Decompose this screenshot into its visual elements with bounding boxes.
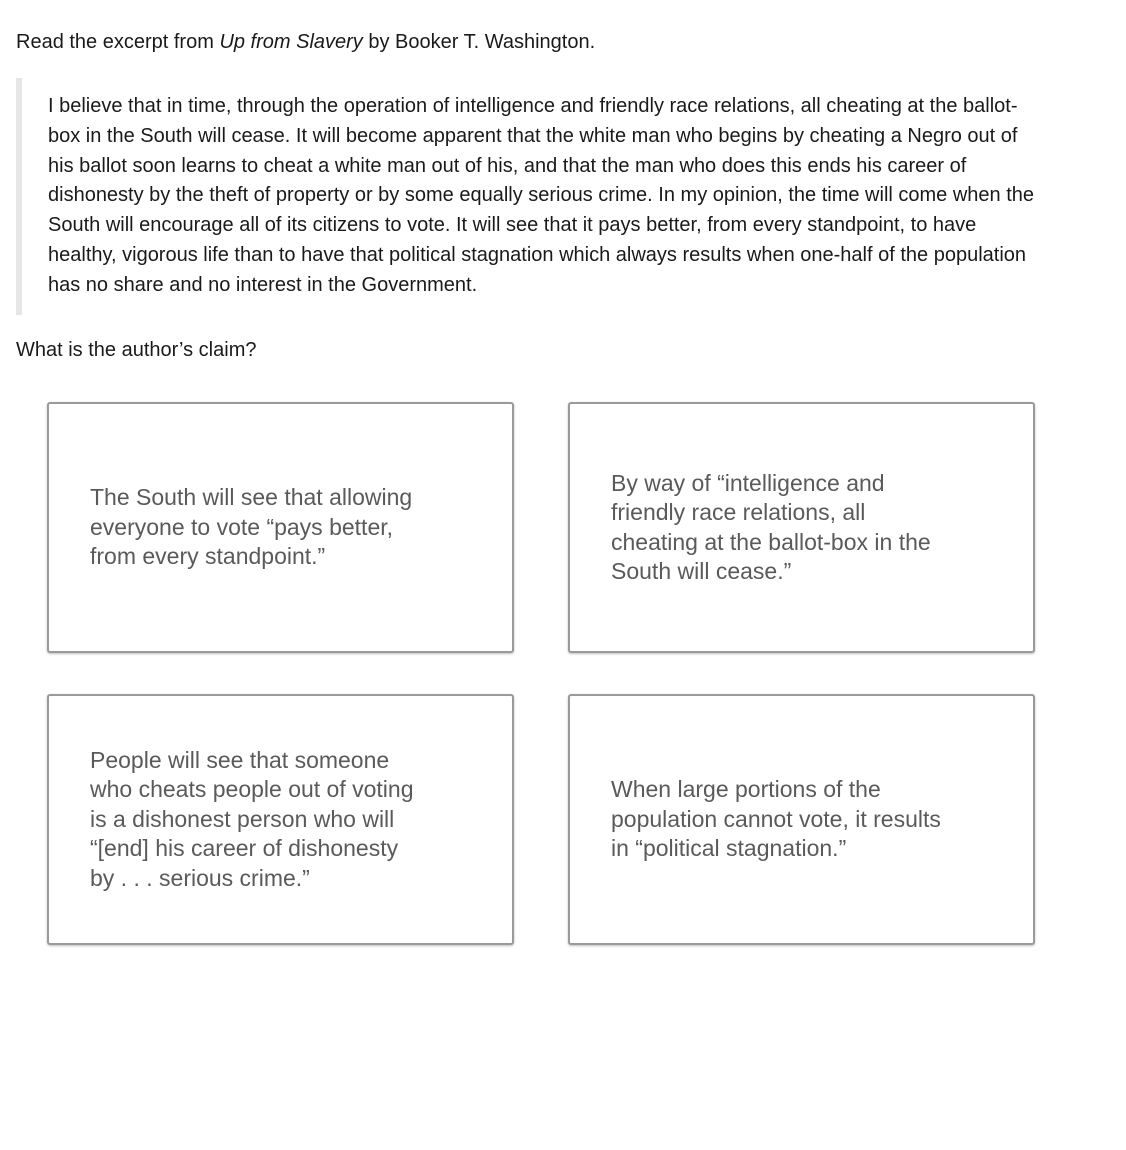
excerpt-blockquote: [16, 78, 1046, 315]
excerpt-text: I believe that in time, through the operation of intelligence and friendly race relations, all cheating at the ballot-box in the South will cease. It will become apparent that the white man who begins by cheating a Negro out of his ballot soon learns to cheat a white man out of his, and that the man who does this ends his career of dishonesty by the theft of property or by some equally serious crime. In my opinion, the time will come when the South will encourage all of its citizens to vote. It will see that it pays better, from every standpoint, to have healthy, vigorous life than to have that political stagnation which always results when one-half of the population has no share and no interest in the Government.: [48, 95, 1035, 296]
answer-option-2[interactable]: [568, 402, 1035, 653]
prompt-lead: Read the excerpt from: [16, 31, 220, 53]
answer-option-4-text: When large portions of the population cannot vote, it results in “political stagnation.”: [611, 776, 941, 862]
prompt-author: by Booker T. Washington.: [362, 31, 596, 53]
answer-option-3[interactable]: [47, 694, 514, 945]
prompt-text: [16, 30, 595, 54]
book-title: Up from Slavery: [219, 31, 363, 53]
answer-option-2-text: By way of “intelligence and friendly race relations, all cheating at the ballot-box in the South will cease.”: [611, 469, 931, 584]
answer-option-4[interactable]: [568, 694, 1035, 945]
answer-option-1-text: The South will see that allowing everyone to vote “pays better, from every standpoint.”: [90, 484, 413, 570]
question-text: What is the author’s claim?: [16, 339, 257, 361]
answer-option-3-text: People will see that someone who cheats people out of voting is a dishonest person who will “[end] his career of dishonesty by . . . serious crime.”: [90, 746, 414, 891]
answer-option-1[interactable]: [47, 402, 514, 653]
